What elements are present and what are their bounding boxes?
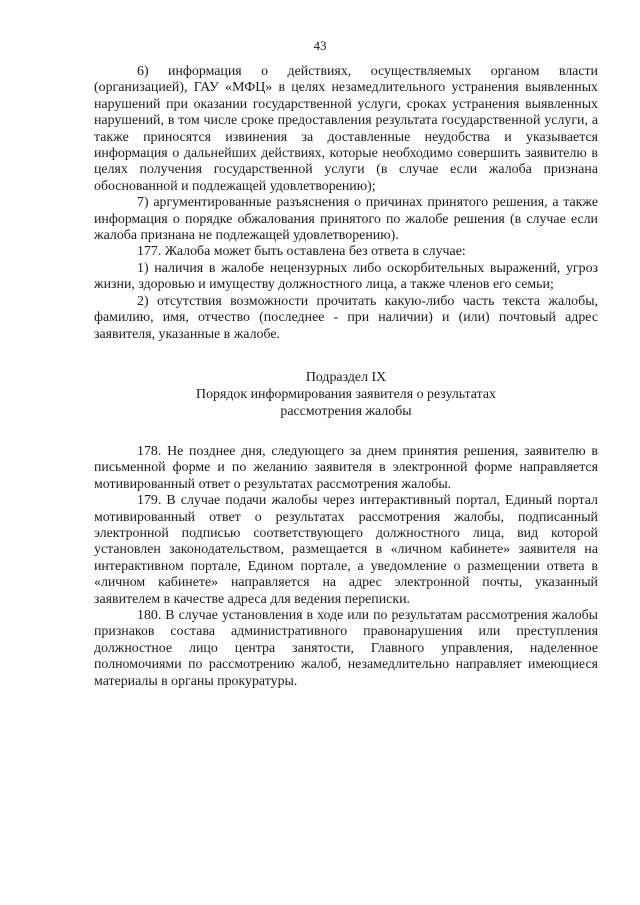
page-number: 43: [313, 38, 327, 53]
paragraph-item-6: 6) информация о действиях, осуществляемых органом власти (организацией), ГАУ «МФЦ» в целях незамедлительного устранения выявленных нарушений при оказании государственной услуги, сроках устранения выявленных нарушений, в том числе сроке предоставления результата государственной услуги, а также приносятся извинения за доставленные неудобства и указывается информация о дальнейших действиях, которые необходимо совершить заявителю в целях получения государственной услуги (в случае если жалоба признана обоснованной и подлежащей удовлетворению);: [94, 64, 598, 194]
section-heading: [94, 369, 598, 420]
paragraph-177-item-1: 1) наличия в жалобе нецензурных либо оскорбительных выражений, угроз жизни, здоровью и имуществу должностного лица, а также членов его семьи;: [94, 260, 598, 293]
section-subtitle-line-2: рассмотрения жалобы: [280, 403, 412, 419]
paragraph-177: 177. Жалоба может быть оставлена без ответа в случае:: [137, 244, 466, 260]
paragraph-178: 178. Не позднее дня, следующего за днем принятия решения, заявителю в письменной форме и по желанию заявителя в электронной форме направляется мотивированный ответ о результатах рассмотрения жалобы.: [94, 443, 598, 492]
section-title: Подраздел IX: [305, 369, 387, 385]
paragraph-item-7: 7) аргументированные разъяснения о причинах принятого решения, а также информация о порядке обжалования принятого по жалобе решения (в случае если жалоба признана не подлежащей удовлетворению).: [94, 195, 598, 244]
document-body: [94, 64, 598, 690]
paragraph-177-item-2: 2) отсутствия возможности прочитать какую-либо часть текста жалобы, фамилию, имя, отчество (последнее - при наличии) и (или) почтовый адрес заявителя, указанные в жалобе.: [94, 293, 598, 342]
section-subtitle-line-1: Порядок информирования заявителя о результатах: [196, 386, 496, 402]
paragraph-180: 180. В случае установления в ходе или по результатам рассмотрения жалобы признаков состава административного правонарушения или преступления должностное лицо центра занятости, Главного управления, наделенное полномочиями по рассмотрению жалоб, незамедлительно направляет имеющиеся материалы в органы прокуратуры.: [94, 607, 598, 689]
paragraph-179: 179. В случае подачи жалобы через интерактивный портал, Единый портал мотивированный ответ о результатах рассмотрения жалобы, подписанный электронной подписью соответствующего должностного лица, вид которой установлен законодательством, размещается в «личном кабинете» заявителя на интерактивном портале, Едином портале, а уведомление о размещении ответа в «личном кабинете» направляется на адрес электронной почты, указанный заявителем в качестве адреса для ведения переписки.: [94, 493, 598, 607]
